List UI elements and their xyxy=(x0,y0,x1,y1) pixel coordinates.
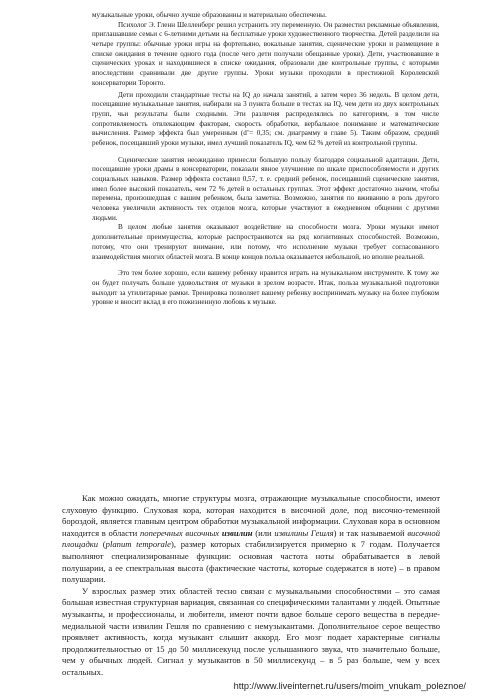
term-italic: височной площадки xyxy=(62,527,440,550)
main-paragraph-2: У взрослых размер этих областей тесно связан с музыкальными способностями – это самая большая известная структурная вариация, связанная со специфическими талантами у людей. Опытные музыканты, и профессионалы, и любители, имеют почти вдвое больше серого вещества в передне-медиальной части извилин Гешля по сравнению с немузыкантами. Дополнительное серое вещество проявляет активность, когда музыкант слышит аккорд. Его мозг подает характерные сигналы продолжительностью от 15 до 50 миллисекунд после услышанного звука, что значительно больше, чем у обычных людей. Сигнал у музыкантов в 50 миллисекунд – в 5 раз больше, чем у всех остальных. xyxy=(62,585,440,677)
inset-paragraph-1: Психолог Э. Гленн Шелленберг решил устранить эту переменную. Он разместил рекламные объявления, приглашавшие семьи с 6-летними детьми на бесплатные уроки художественного творчества. Детей разделили на четыре группы: обычные уроки игры на фортепьяно, вокальные занятия, сценические уроки и размещение в списке ожидания в течение одного года (после чего дети получали обещанные уроки). Дети, участвовавшие в сценических уроках и находившиеся в списке ожидания, образовали две контрольные группы, с которыми впоследствии сравнивали две другие группы. Уроки музыки проходили в престижной Королевской консерватории Торонто. xyxy=(92,20,439,87)
term-italic: извилины Гешля xyxy=(274,527,334,538)
main-text xyxy=(62,493,440,679)
text-run: ), размер которых стабилизируется примерно к 7 годам. Получается выполняют специализированные функции: основная частота ноты обрабатывается в левой полушарии, а ее спектральная высота (фактические частоты, которые содержатся в ноте) – в правом полушарии. xyxy=(62,539,440,585)
inset-paragraph-5: Это тем более хорошо, если вашему ребенку нравится играть на музыкальном инструменте. К тому же он будет получать больше удовольствия от музыки в зрелом возрасте. Итак, польза музыкальной подготовки выходит за утилитарные рамки. Тренировка позволяет вашему ребенку воспринимать музыку на более глубоком уровне и вносит вклад в его пожизненную любовь к музыке. xyxy=(92,269,439,307)
inset-paragraph-0: музыкальные уроки, обычно лучше образованны и материально обеспечены. xyxy=(92,11,327,19)
main-paragraph-1 xyxy=(62,493,440,586)
text-run: (или xyxy=(252,527,275,538)
inset-box xyxy=(92,11,439,308)
term-bold-italic: извилин xyxy=(221,527,253,538)
inset-paragraph-2: Дети проходили стандартные тесты на IQ до начала занятий, а затем через 36 недель. В целом дети, посещавшие музыкальные занятия, набирали на 3 пункта больше в тестах на IQ, чем дети из двух контрольных групп, чьи результаты были сходными. Эти различия распределялись по категориям, в том числе сопротивляемость отвлекающим факторам, скорость обработки, вербальное понимание и математические вычисления. Размер эффекта был умеренным (d’= 0,35; см. диаграмму в главе 5). Таким образом, средний ребенок, посещавший уроки музыки, имел лучший показатель IQ, чем 62 % детей из контрольной группы. xyxy=(92,90,439,147)
term-italic: поперечных височных xyxy=(140,527,222,538)
text-run: ( xyxy=(98,539,106,550)
footer-url-link[interactable]: http://www.liveinternet.ru/users/moim_vnukam_poleznoe/ xyxy=(233,681,466,691)
text-run: Как можно ожидать, многие структуры мозга, отражающие музыкальные способности, имеют слуховую функцию. Слуховая кора, которая находится в височной доле, под височно-теменной бороздой, является главным центром обработки музыкальной информации. Слуховая кора в основном находится в области xyxy=(62,493,440,538)
text-run: ) и так называемой xyxy=(333,527,408,538)
inset-paragraph-3: Сценические занятия неожиданно принесли большую пользу благодаря социальной адаптации. Дети, посещавшие уроки драмы в консерватории, показали явное улучшение по шкале приспособляемости и других социальных навыков. Размер эффекта составил 0,57, т. е. средний ребенок, посещавший сценические занятия, имел более высокий показатель, чем 72 % детей в остальных группах. Этот эффект достаточно значим, чтобы перемена, произошедшая с вашим ребенком, была заметна. Возможно, занятия по вживанию в роль другого человека увеличили активность тех отделов мозга, которые участвуют в ежедневном общении с другими людьми. xyxy=(92,155,439,222)
inset-paragraph-4: В целом любые занятия оказывают воздействие на способности мозга. Уроки музыки имеют дополнительные преимущества, которые распространяются на ряд когнитивных способностей. Возможно, потому, что они тренируют внимание, или потому, что исполнение музыки требует согласованного взаимодействия многих областей мозга. В конце концов польза оказывается небольшой, но вполне реальной. xyxy=(92,223,439,261)
term-latin-italic: planum temporale xyxy=(105,539,171,550)
